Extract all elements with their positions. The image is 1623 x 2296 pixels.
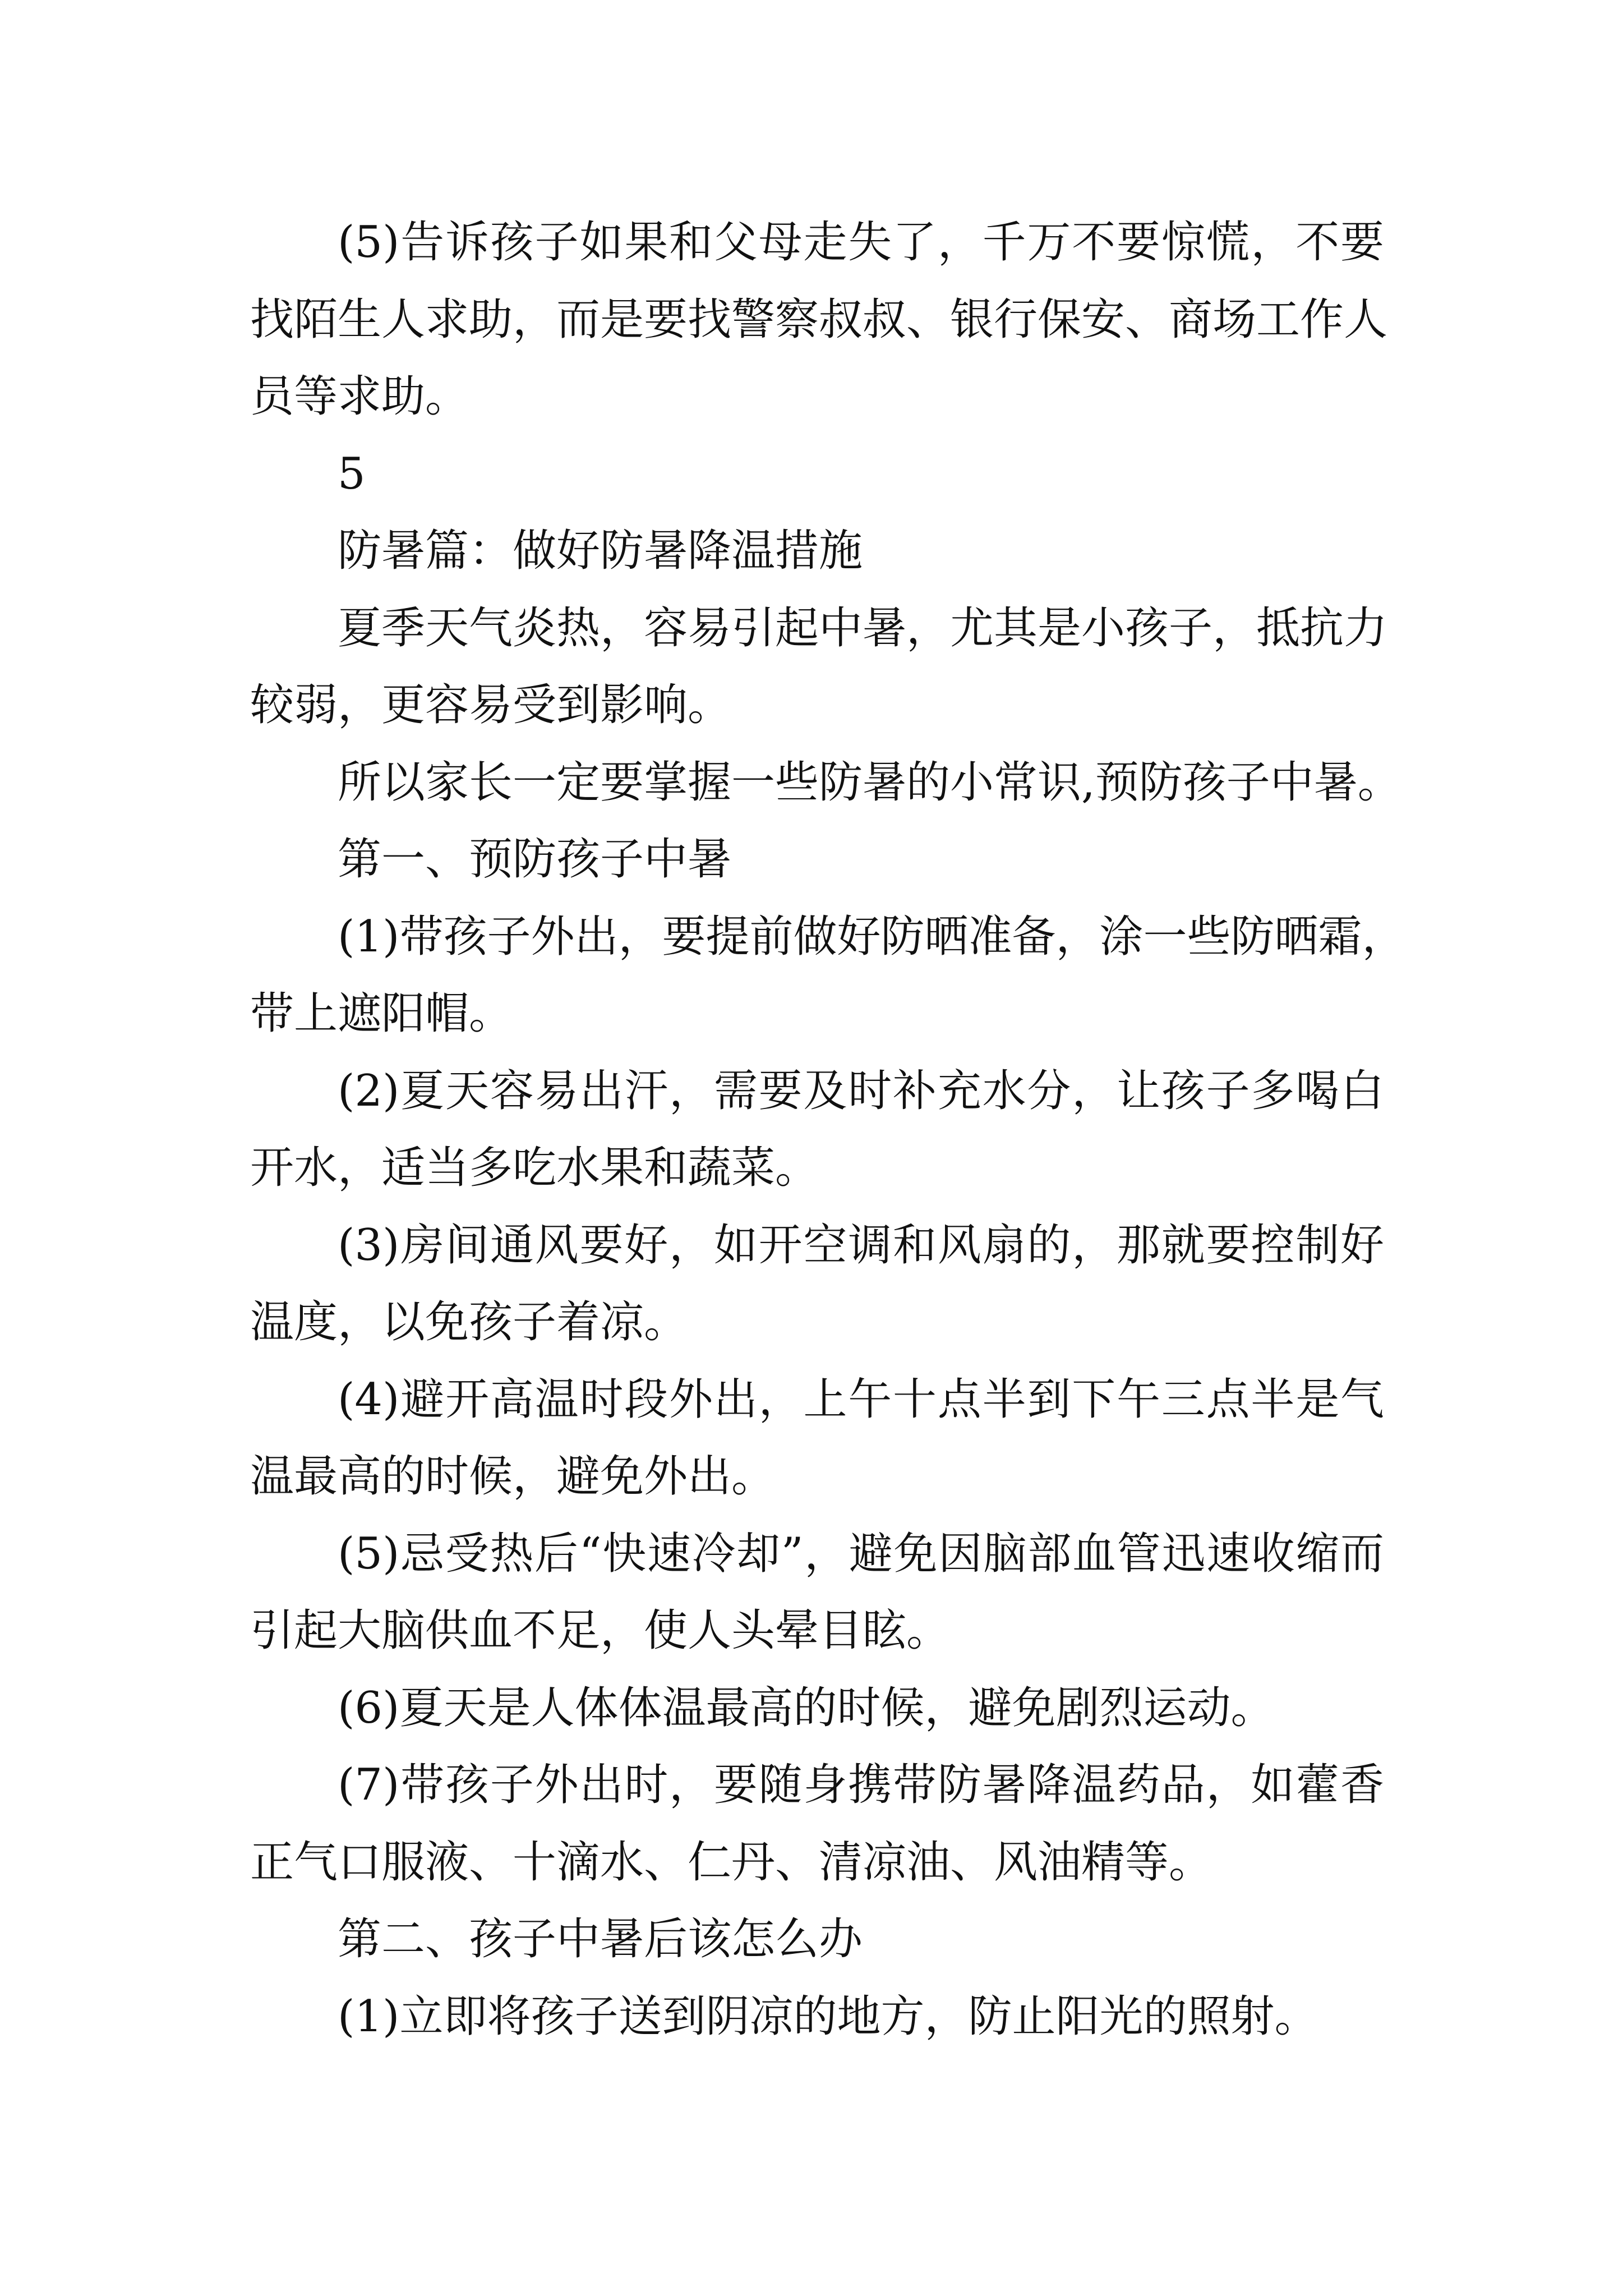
section-number	[250, 436, 1384, 513]
text-line: 较弱，更容易受到影响。	[250, 680, 732, 730]
text-line: (3)房间通风要好，如开空调和风扇的，那就要控制好	[338, 1220, 1384, 1271]
paragraph-intro	[250, 590, 1388, 744]
text-line: 正气口服液、十滴水、仁丹、清凉油、风油精等。	[250, 1837, 1213, 1888]
document-body	[250, 204, 1406, 2055]
tip-item-6	[250, 1670, 1384, 1747]
text-line: (5)忌受热后“快速冷却”，避免因脑部血管迅速收缩而	[338, 1528, 1384, 1579]
text-line: 所以家长一定要掌握一些防暑的小常识,预防孩子中暑。	[338, 757, 1401, 808]
subheading-prevention	[250, 821, 1384, 899]
tip-item-2	[250, 1053, 1384, 1207]
tip-item-7	[250, 1747, 1384, 1901]
section-heading	[250, 513, 1384, 590]
text-line: 引起大脑供血不足，使人头晕目眩。	[250, 1605, 951, 1656]
tip-item-3	[250, 1207, 1384, 1361]
text-line: 第一、预防孩子中暑	[338, 834, 732, 885]
text-line: (2)夏天容易出汗，需要及时补充水分，让孩子多喝白	[338, 1065, 1384, 1116]
tip-item-4	[250, 1361, 1384, 1516]
text-line: (1)立即将孩子送到阴凉的地方，防止阳光的照射。	[338, 1991, 1318, 2042]
text-line: 开水，适当多吃水果和蔬菜。	[250, 1143, 819, 1193]
paragraph-intro-2	[250, 744, 1401, 822]
text-line: 带上遮阳帽。	[250, 988, 513, 1039]
tip-item-5	[250, 1516, 1384, 1670]
tip-item-1	[250, 899, 1406, 1053]
subheading-after-heatstroke	[250, 1901, 1384, 1978]
text-line: (5)告诉孩子如果和父母走失了，千万不要惊慌，不要	[338, 217, 1384, 268]
paragraph-lost-child-tip	[250, 204, 1388, 436]
text-line: 5	[338, 448, 366, 499]
response-item-1	[250, 1978, 1384, 2056]
text-line: (1)带孩子外出，要提前做好防晒准备，涂一些防晒霜，	[338, 911, 1406, 962]
text-line: 温度，以免孩子着凉。	[250, 1297, 688, 1347]
text-line: (7)带孩子外出时，要随身携带防暑降温药品，如藿香	[338, 1760, 1384, 1810]
text-line: 防暑篇：做好防暑降温措施	[338, 526, 863, 576]
text-line: 员等求助。	[250, 371, 469, 422]
text-line: 温最高的时候，避免外出。	[250, 1451, 776, 1502]
text-line: 夏季天气炎热，容易引起中暑，尤其是小孩子，抵抗力	[338, 602, 1388, 654]
text-line: (4)避开高温时段外出，上午十点半到下午三点半是气	[338, 1374, 1384, 1425]
text-line: 找陌生人求助，而是要找警察叔叔、银行保安、商场工作人	[250, 294, 1388, 345]
text-line: (6)夏天是人体体温最高的时候，避免剧烈运动。	[338, 1682, 1275, 1733]
text-line: 第二、孩子中暑后该怎么办	[338, 1914, 863, 1964]
